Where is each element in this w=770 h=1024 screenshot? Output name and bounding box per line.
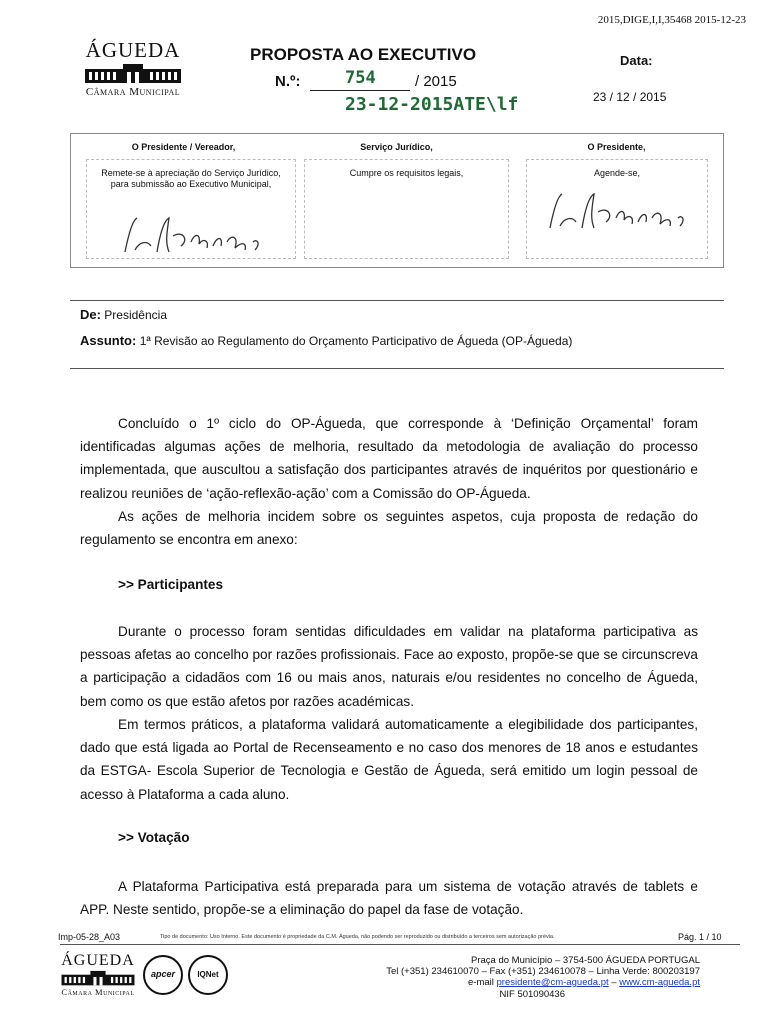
handwritten-signature [117, 212, 267, 257]
email-prefix: e-mail [468, 977, 494, 988]
from-row [80, 307, 167, 322]
approval-heading-legal-service: Serviço Jurídico, [360, 142, 433, 152]
approval-heading-president: O Presidente, [587, 142, 646, 152]
archive-stamp: 2015,DIGE,I,I,35468 2015-12-23 [597, 14, 746, 26]
handwritten-signature [542, 188, 692, 233]
page-number: Pág. 1 / 10 [678, 932, 722, 942]
section-heading-voting: >> Votação [118, 830, 190, 845]
website-link[interactable]: www.cm-agueda.pt [619, 977, 700, 988]
footer-logo-subtitle: Câmara Municipal [61, 987, 135, 997]
from-value: Presidência [104, 308, 167, 322]
approval-text-president: Agende-se, [593, 168, 641, 178]
subject-value: 1ª Revisão ao Regulamento do Orçamento Participativo de Águeda (OP-Águeda) [139, 334, 573, 348]
divider-bottom [70, 368, 724, 369]
paragraph-platform: Em termos práticos, a plataforma validará automaticamente a elegibilidade dos participantes, dado que está ligada ao Portal de Recenseamento e no caso dos menores de 18 anos e estudantes da ESTGA- Escola Superior de Tecnologia e Gestão de Águeda, será emitido um login pessoal de acesso à Plataforma a cada aluno. [80, 717, 698, 802]
approval-panel-president-councillor [86, 159, 296, 259]
divider-top [70, 300, 724, 301]
number-label: N.º: [275, 73, 301, 90]
approval-panel-legal-service [304, 159, 509, 259]
paragraph-participants: Durante o processo foram sentidas dificuldades em validar na plataforma participativa as pessoas afetas ao concelho por razões profissionais. Face ao exposto, propõe-se que se circunscreva a participação a cidadãos com 16 ou mais anos, naturais e/ou residentes no concelho de Águeda, bem como os que estão afetos por razões académicas. [80, 624, 698, 709]
footer-phones: Tel (+351) 234610070 – Fax (+351) 234610078 – Linha Verde: 800203197 [386, 966, 700, 977]
approval-panel-president [526, 159, 708, 259]
proposal-number: 754 [345, 68, 376, 88]
footer-logo-name: ÁGUEDA [61, 952, 135, 969]
apcer-certification-icon [143, 955, 183, 995]
subject-label: Assunto: [80, 333, 137, 348]
approval-text-legal-service: Cumpre os requisitos legais, [349, 168, 464, 178]
register-stamp: 23-12-2015ATE\lf [345, 94, 519, 115]
date-value: 23 / 12 / 2015 [593, 90, 667, 104]
subject-row [80, 333, 572, 348]
paragraph-aspects: As ações de melhoria incidem sobre os seguintes aspetos, cuja proposta de redação do regulamento se encontra em anexo: [80, 509, 698, 548]
paragraph-voting: A Plataforma Participativa está preparada para um sistema de votação através de tablets e APP. Neste sentido, propõe-se a eliminação do papel da fase de votação. [80, 879, 698, 918]
iqnet-label: IQNet [197, 970, 219, 979]
logo-name: ÁGUEDA [85, 38, 181, 62]
footer-logo [58, 952, 138, 1008]
town-hall-icon [83, 63, 183, 85]
from-label: De: [80, 307, 101, 322]
number-underline [310, 90, 410, 91]
footer-disclaimer: Tipo de documento: Uso Interno. Este documento é propriedade da C.M. Águeda, não podendo ser reproduzido ou distribuído a terceiros sem autorização prévia. [160, 934, 555, 940]
header-logo [78, 38, 188, 104]
footer-contacts [468, 977, 700, 988]
footer-divider [60, 944, 740, 945]
date-label: Data: [620, 53, 653, 68]
logo-subtitle: Câmara Municipal [85, 86, 181, 98]
iqnet-certification-icon [188, 955, 228, 995]
approval-text-president-councillor: Remete-se à apreciação do Serviço Jurídico, para submissão ao Executivo Municipal, [101, 168, 281, 189]
apcer-label: apcer [150, 969, 176, 979]
footer-nif: NIF 501090436 [499, 989, 565, 1000]
footer-document-ref: Imp-05-28_A03 [58, 932, 121, 942]
page-title: PROPOSTA AO EXECUTIVO [250, 45, 477, 64]
paragraph-intro: Concluído o 1º ciclo do OP-Águeda, que corresponde à ‘Definição Orçamental’ foram identificadas algumas ações de melhoria, resultado da metodologia de avaliação do processo implementada, que auscultou a satisfação dos participantes através de inquéritos por questionário e realizou reuniões de ‘ação-reflexão-ação’ com a Comissão do OP-Águeda. [80, 416, 698, 501]
approvals-box [70, 133, 724, 268]
town-hall-icon [60, 970, 136, 987]
proposal-year: / 2015 [415, 73, 457, 90]
contact-separator: – [611, 977, 617, 988]
email-link[interactable]: presidente@cm-agueda.pt [496, 977, 609, 988]
approval-heading-president-councillor: O Presidente / Vereador, [131, 142, 236, 152]
footer-address: Praça do Município – 3754-500 ÁGUEDA PORTUGAL [471, 955, 700, 966]
section-heading-participants: >> Participantes [118, 577, 224, 592]
